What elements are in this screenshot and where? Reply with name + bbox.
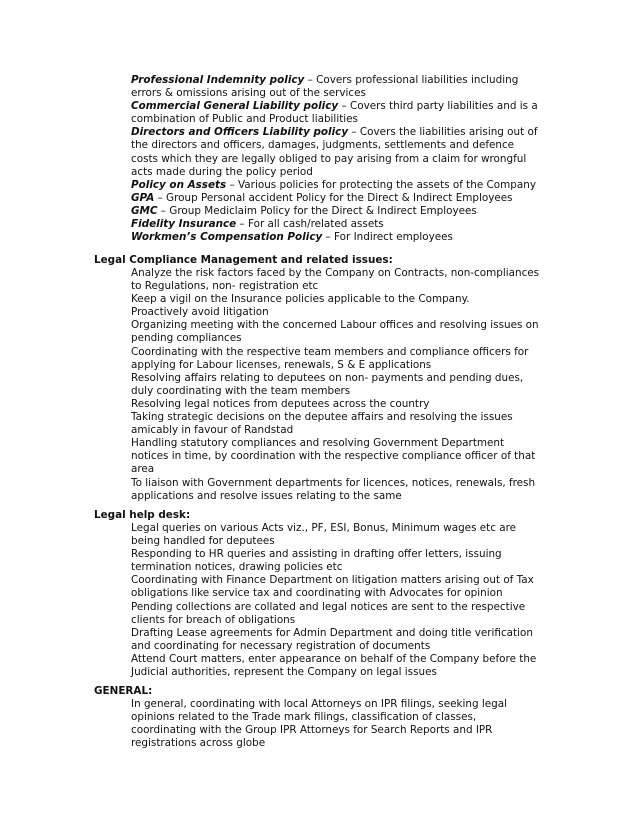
insurance-policies-list	[131, 74, 571, 244]
list-item: Judicial authorities, represent the Company on legal issues	[131, 666, 437, 679]
list-item: Resolving legal notices from deputees across the country	[131, 397, 430, 410]
list-item: and coordinating for necessary registration of documents	[131, 639, 431, 652]
policy-line	[131, 218, 571, 231]
list-item: Taking strategic decisions on the deputee affairs and resolving the issues	[131, 411, 513, 424]
policy-name: GPA	[131, 191, 155, 204]
policy-description: – Various policies for protecting the assets of the Company	[226, 178, 536, 191]
list-item: Handling statutory compliances and resolving Government Department	[131, 437, 505, 450]
list-item: Coordinating with the respective team members and compliance officers for	[131, 345, 529, 358]
policy-name: Professional Indemnity policy	[131, 74, 305, 86]
general-heading: GENERAL:	[94, 685, 153, 697]
policy-line	[131, 192, 571, 205]
policy-name: GMC	[131, 204, 158, 217]
list-item: Attend Court matters, enter appearance on behalf of the Company before the	[131, 652, 537, 665]
list-item: applications and resolve issues relating to the same	[131, 489, 402, 502]
policy-line	[131, 231, 571, 244]
list-item: In general, coordinating with local Attorneys on IPR filings, seeking legal	[131, 698, 508, 710]
list-item: clients for breach of obligations	[131, 613, 296, 626]
list-item: pending compliances	[131, 332, 242, 345]
list-item: Analyze the risk factors faced by the Company on Contracts, non-compliances	[131, 267, 540, 279]
legal-compliance-list	[131, 267, 571, 503]
list-item: coordinating with the Group IPR Attorneys for Search Reports and IPR	[131, 724, 493, 737]
policy-description: – Covers the liabilities arising out of	[348, 126, 538, 139]
policy-line: the directors and officers, damages, judgments, settlements and defence	[131, 139, 515, 152]
policy-line: acts made during the policy period	[131, 165, 313, 178]
policy-name: Commercial General Liability policy	[131, 100, 339, 113]
legal-help-desk-heading: Legal help desk:	[94, 509, 191, 521]
list-item: Responding to HR queries and assisting in drafting offer letters, issuing	[131, 548, 502, 561]
policy-description: – Group Mediclaim Policy for the Direct & Indirect Employees	[157, 204, 477, 217]
list-item: being handled for deputees	[131, 535, 275, 548]
policy-name: Workmen’s Compensation Policy	[131, 231, 323, 244]
list-item: applying for Labour licenses, renewals, S & E applications	[131, 358, 432, 371]
list-item: Pending collections are collated and legal notices are sent to the respective	[131, 600, 526, 613]
list-item: Keep a vigil on the Insurance policies applicable to the Company.	[131, 293, 470, 306]
policy-description: – For all cash/related assets	[236, 218, 384, 231]
policy-description: – Group Personal accident Policy for the Direct & Indirect Employees	[154, 191, 513, 204]
list-item: Coordinating with Finance Department on litigation matters arising out of Tax	[131, 574, 534, 587]
policy-description: – Covers third party liabilities and is a	[338, 100, 538, 113]
list-item: Legal queries on various Acts viz., PF, ESI, Bonus, Minimum wages etc are	[131, 522, 517, 534]
policy-name: Fidelity Insurance	[131, 218, 237, 231]
list-item: Resolving affairs relating to deputees on non- payments and pending dues,	[131, 371, 524, 384]
policy-line	[131, 126, 571, 139]
list-item: duly coordinating with the team members	[131, 384, 351, 397]
policy-name: Directors and Officers Liability policy	[131, 126, 349, 139]
policy-name: Policy on Assets	[131, 178, 227, 191]
policy-line: combination of Public and Product liabilities	[131, 113, 358, 126]
list-item: area	[131, 463, 155, 476]
list-item: Proactively avoid litigation	[131, 306, 269, 319]
list-item: Organizing meeting with the concerned Labour offices and resolving issues on	[131, 319, 539, 332]
legal-help-desk-list	[131, 522, 571, 679]
list-item: registrations across globe	[131, 737, 266, 750]
policy-line	[131, 100, 571, 113]
list-item: Drafting Lease agreements for Admin Department and doing title verification	[131, 626, 533, 639]
list-item: termination notices, drawing policies etc	[131, 561, 343, 574]
policy-line	[131, 205, 571, 218]
list-item: opinions related to the Trade mark filings, classification of classes,	[131, 711, 477, 724]
policy-line	[131, 179, 571, 192]
general-list	[131, 698, 571, 750]
legal-compliance-heading: Legal Compliance Management and related issues:	[94, 254, 393, 266]
policy-description: – Covers professional liabilities including	[304, 74, 519, 86]
policy-line: costs which they are legally obliged to pay arising from a claim for wrongful	[131, 152, 527, 165]
list-item: amicably in favour of Randstad	[131, 424, 294, 437]
list-item: obligations like service tax and coordinating with Advocates for opinion	[131, 587, 503, 600]
policy-line	[131, 74, 571, 87]
list-item: To liaison with Government departments for licences, notices, renewals, fresh	[131, 476, 536, 489]
list-item: notices in time, by coordination with the respective compliance officer of that	[131, 450, 536, 463]
policy-description: – For Indirect employees	[322, 231, 453, 244]
list-item: to Regulations, non- registration etc	[131, 280, 319, 293]
policy-line: errors & omissions arising out of the services	[131, 87, 366, 100]
